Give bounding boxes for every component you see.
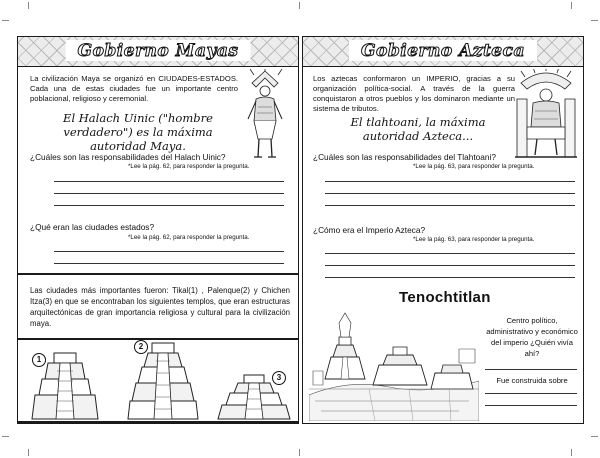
- panel-title: Gobierno Azteca: [349, 40, 537, 61]
- title-banner: [303, 37, 583, 67]
- answer-line[interactable]: [485, 369, 577, 370]
- answer-line[interactable]: [54, 205, 284, 206]
- badge-tikal: 1: [32, 353, 46, 367]
- answer-line[interactable]: [485, 393, 577, 394]
- crop-mark: [2, 20, 9, 21]
- answer-line[interactable]: [54, 181, 284, 182]
- answer-line[interactable]: [54, 193, 284, 194]
- intro-text: Los aztecas conformaron un IMPERIO, gracias a su organización política-social. A través de la guerra conquistaron a otros pueblos y los dominaron mediante un sistema de tributos.: [313, 74, 515, 113]
- tlahtoani-illustration: [513, 69, 579, 161]
- tenochtitlan-illustration: [309, 309, 479, 421]
- crop-mark: [299, 449, 300, 456]
- azteca-panel: [302, 36, 584, 424]
- intro-text: La civilización Maya se organizó en CIUDADES-ESTADOS. Cada una de estas ciudades fue un importante centro poblacional, religioso y ceremonial.: [30, 74, 238, 103]
- crop-mark: [299, 2, 300, 9]
- question-2-note: *Lee la pág. 63, para responder la pregunta.: [413, 236, 535, 243]
- maya-panel: [17, 36, 299, 424]
- crop-mark: [28, 2, 29, 9]
- crop-mark: [28, 449, 29, 456]
- answer-line[interactable]: [325, 277, 575, 278]
- crop-mark: [571, 2, 572, 9]
- answer-line[interactable]: [325, 193, 575, 194]
- answer-line[interactable]: [485, 405, 577, 406]
- cities-paragraph: Las ciudades más importantes fueron: Tikal(1) , Palenque(2) y Chichen Itza(3) en que se encontraban los siguientes templos, que eran estructuras arquitectónicas de gran importancia religiosa y cultural para la civilización maya.: [30, 286, 290, 328]
- title-banner: [18, 37, 298, 67]
- answer-line[interactable]: [325, 181, 575, 182]
- question-1: ¿Cuáles son las responsabilidades del Halach Uinic?: [30, 152, 226, 162]
- tlahtoani-statement: El tlahtoani, la máxima autoridad Azteca...: [350, 115, 486, 143]
- question-2-note: *Lee la pág. 62, para responder la pregunta.: [128, 234, 250, 241]
- city-description: Centro político, administrativo y económico del imperio ¿Quién vivía ahí?: [486, 316, 578, 358]
- question-2: ¿Qué eran las ciudades estados?: [30, 222, 155, 232]
- halach-uinic-statement: El Halach Uinic ("hombre verdadero") es la máxima autoridad Maya.: [63, 111, 213, 153]
- badge-chichen-itza: 3: [272, 371, 286, 385]
- answer-line[interactable]: [325, 265, 575, 266]
- question-1: ¿Cuáles son las responsabilidades del Tlahtoani?: [313, 152, 496, 162]
- answer-line[interactable]: [54, 263, 284, 264]
- question-2: ¿Cómo era el Imperio Azteca?: [313, 225, 426, 235]
- halach-uinic-illustration: [244, 69, 286, 161]
- question-1-note: *Lee la pág. 62, para responder la pregunta.: [128, 163, 250, 170]
- city-title: Tenochtitlan: [399, 289, 491, 306]
- section-divider: [18, 273, 298, 275]
- answer-line[interactable]: [325, 253, 575, 254]
- answer-line[interactable]: [54, 251, 284, 252]
- ground-line: [18, 421, 298, 423]
- crop-mark: [2, 436, 9, 437]
- built-on-label: Fue construida sobre: [496, 376, 568, 385]
- badge-palenque: 2: [134, 340, 148, 354]
- answer-line[interactable]: [325, 205, 575, 206]
- panel-title: Gobierno Mayas: [66, 40, 251, 61]
- crop-mark: [591, 436, 598, 437]
- question-1-note: *Lee la pág. 63, para responder la pregunta.: [413, 163, 535, 170]
- crop-mark: [591, 20, 598, 21]
- crop-mark: [571, 449, 572, 456]
